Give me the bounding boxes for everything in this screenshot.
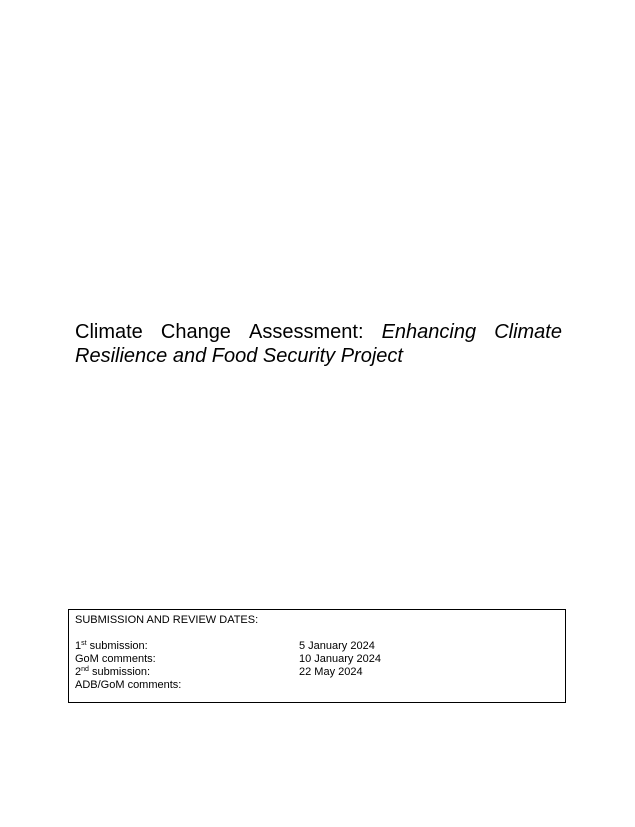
review-label-text: ADB/GoM comments:: [75, 679, 182, 691]
review-label: [75, 666, 299, 679]
submission-review-box: [68, 609, 566, 703]
review-date: [299, 679, 555, 692]
review-label: [75, 653, 299, 666]
review-date: 22 May 2024: [299, 666, 363, 678]
review-label-text: 1: [75, 640, 82, 652]
review-row: [75, 640, 555, 653]
document-title: [75, 320, 562, 368]
review-date: 5 January 2024: [299, 640, 375, 652]
review-row: [75, 666, 555, 679]
title-line-2: Resilience and Food Security Project: [75, 345, 403, 367]
review-label-text: 2: [75, 666, 82, 678]
review-label-superscript: nd: [81, 666, 89, 673]
review-row: [75, 653, 555, 666]
review-box-heading: SUBMISSION AND REVIEW DATES:: [75, 614, 259, 626]
title-line-1: [75, 320, 562, 344]
review-date: 10 January 2024: [299, 653, 381, 665]
review-label: [75, 679, 299, 692]
review-label-text: submission:: [86, 640, 148, 652]
review-label-superscript: st: [81, 640, 87, 647]
review-row: [75, 679, 555, 692]
review-label-text: submission:: [88, 666, 151, 678]
title-word: Assessment:: [249, 321, 364, 343]
title-word: Change: [160, 321, 231, 343]
title-word: Climate: [75, 321, 143, 343]
review-label-text: GoM comments:: [75, 653, 156, 665]
title-word-italic: Climate: [494, 321, 562, 343]
title-word-italic: Enhancing: [381, 321, 477, 343]
review-rows: [75, 640, 555, 692]
review-label: [75, 640, 299, 653]
